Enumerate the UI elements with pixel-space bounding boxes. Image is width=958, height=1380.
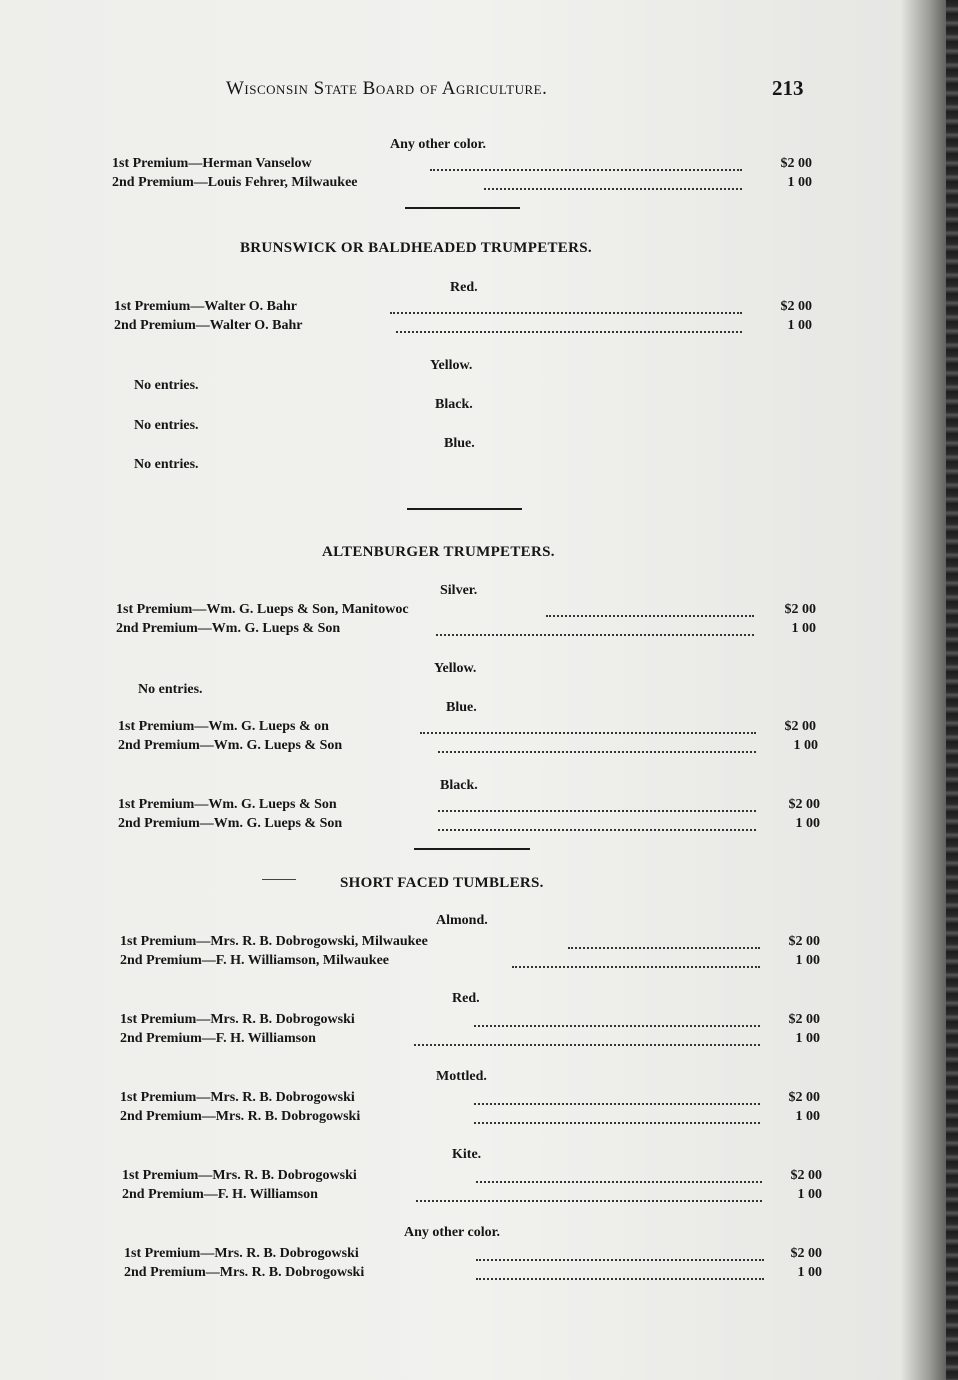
premium-row: 1st Premium—Mrs. R. B. Dobrogowski $2 00 [120, 1012, 820, 1027]
subhead-any-other-color: Any other color. [390, 137, 487, 152]
premium-row: 2nd Premium—Wm. G. Lueps & Son 1 00 [118, 738, 818, 753]
page-number: 213 [772, 76, 804, 100]
premium-row: 2nd Premium—F. H. Williamson 1 00 [122, 1187, 822, 1202]
premium-row: 2nd Premium—Wm. G. Lueps & Son 1 00 [118, 816, 820, 831]
no-entries: No entries. [134, 457, 199, 472]
subhead-silver: Silver. [440, 583, 478, 598]
premium-row: 1st Premium—Wm. G. Lueps & on $2 00 [118, 719, 816, 734]
premium-row: 1st Premium—Walter O. Bahr $2 00 [114, 299, 812, 314]
premium-row: 2nd Premium—Louis Fehrer, Milwaukee 1 00 [112, 175, 812, 190]
section-divider [405, 207, 520, 209]
subhead-black: Black. [435, 397, 473, 412]
premium-row: 2nd Premium—Mrs. R. B. Dobrogowski 1 00 [120, 1109, 820, 1124]
no-entries: No entries. [134, 418, 199, 433]
stray-mark [262, 879, 296, 880]
no-entries: No entries. [134, 378, 199, 393]
no-entries: No entries. [138, 682, 203, 697]
premium-row: 2nd Premium—F. H. Williamson, Milwaukee 1 00 [120, 953, 820, 968]
premium-row: 1st Premium—Herman Vanselow $2 00 [112, 156, 812, 171]
subhead-mottled: Mottled. [436, 1069, 487, 1084]
heading-altenburger: ALTENBURGER TRUMPETERS. [322, 544, 555, 560]
heading-brunswick: BRUNSWICK OR BALDHEADED TRUMPETERS. [240, 240, 592, 256]
premium-row: 1st Premium—Mrs. R. B. Dobrogowski $2 00 [124, 1246, 822, 1261]
premium-row: 1st Premium—Mrs. R. B. Dobrogowski $2 00 [120, 1090, 820, 1105]
subhead-blue: Blue. [444, 436, 475, 451]
premium-row: 2nd Premium—F. H. Williamson 1 00 [120, 1031, 820, 1046]
subhead-blue: Blue. [446, 700, 477, 715]
subhead-kite: Kite. [452, 1147, 482, 1162]
premium-row: 2nd Premium—Mrs. R. B. Dobrogowski 1 00 [124, 1265, 822, 1280]
premium-row: 1st Premium—Wm. G. Lueps & Son $2 00 [118, 797, 820, 812]
premium-row: 1st Premium—Mrs. R. B. Dobrogowski, Milwaukee $2 00 [120, 934, 820, 949]
subhead-almond: Almond. [436, 913, 488, 928]
subhead-yellow: Yellow. [430, 358, 473, 373]
subhead-red: Red. [452, 991, 480, 1006]
book-edge [946, 0, 958, 1380]
section-divider [414, 848, 530, 850]
subhead-red: Red. [450, 280, 478, 295]
premium-row: 2nd Premium—Wm. G. Lueps & Son 1 00 [116, 621, 816, 636]
running-header [0, 78, 958, 108]
heading-tumblers: SHORT FACED TUMBLERS. [340, 875, 544, 891]
subhead-black: Black. [440, 778, 478, 793]
subhead-any-other-color: Any other color. [404, 1225, 501, 1240]
premium-row: 1st Premium—Mrs. R. B. Dobrogowski $2 00 [122, 1168, 822, 1183]
page-title: Wisconsin State Board of Agriculture. [226, 78, 548, 99]
section-divider [407, 508, 522, 510]
subhead-yellow: Yellow. [434, 661, 477, 676]
premium-row: 2nd Premium—Walter O. Bahr 1 00 [114, 318, 812, 333]
premium-row: 1st Premium—Wm. G. Lueps & Son, Manitowoc $2 00 [116, 602, 816, 617]
